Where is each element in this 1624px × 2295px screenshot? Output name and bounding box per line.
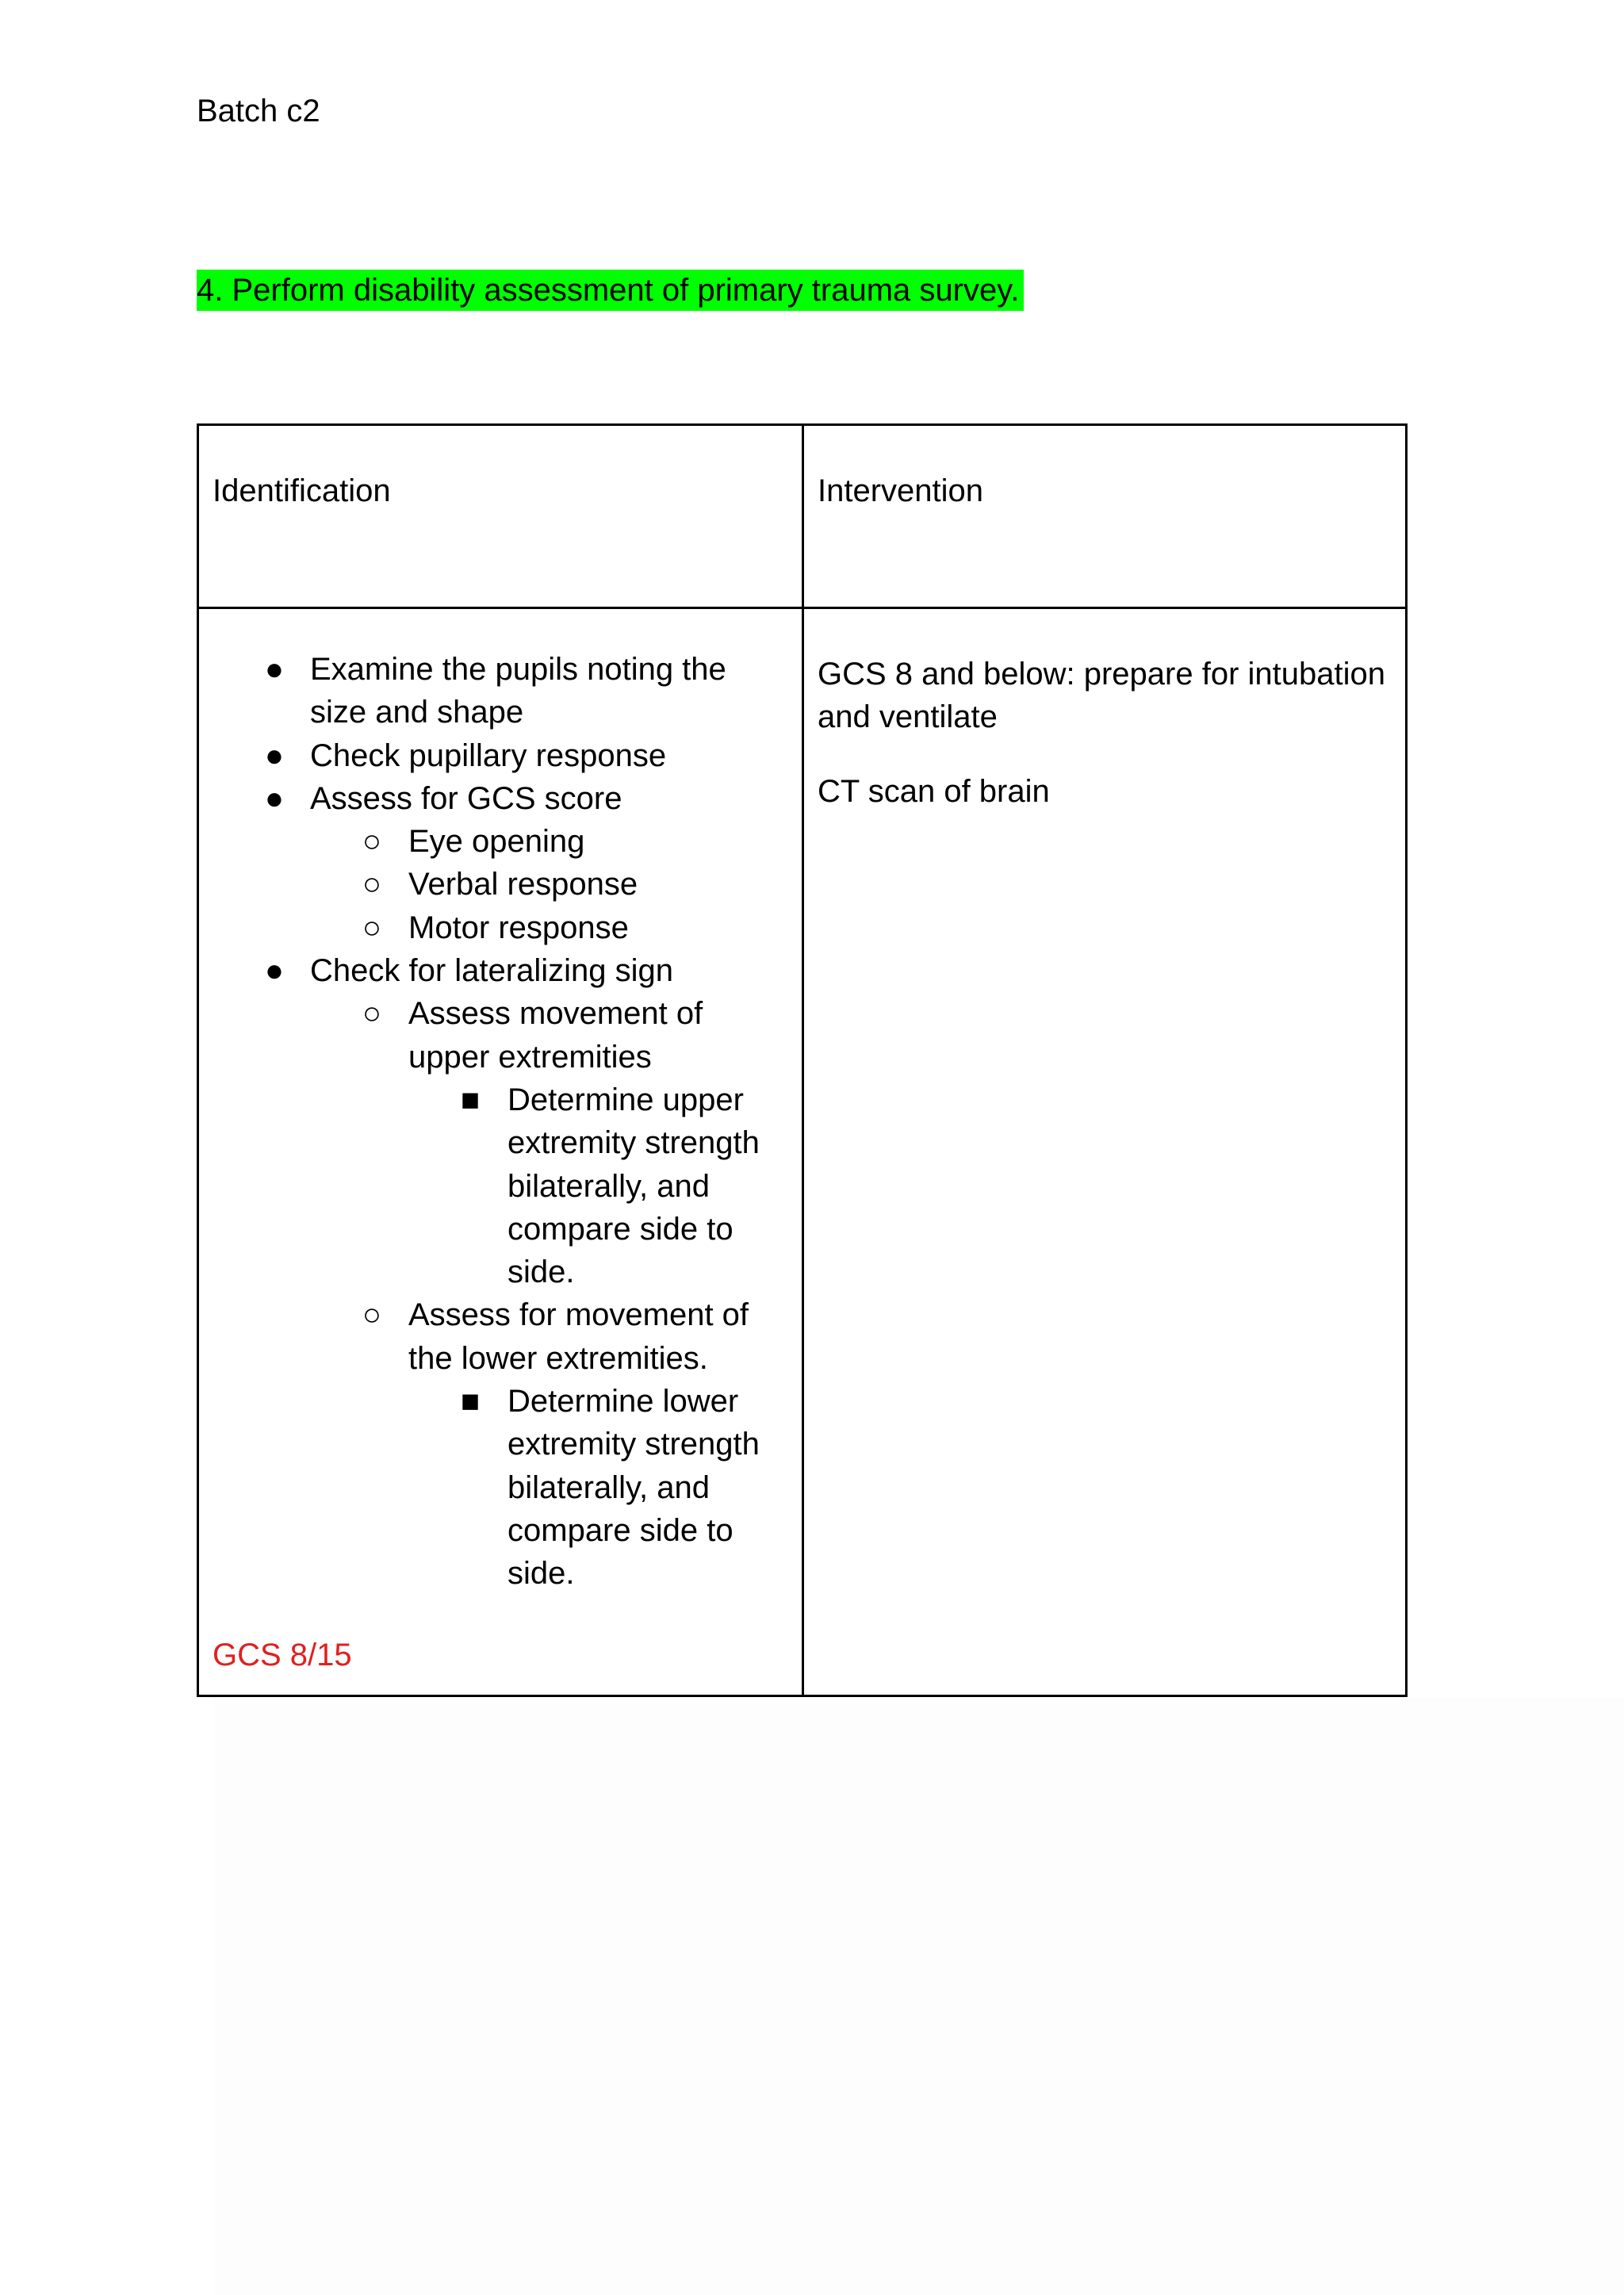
list-item bbox=[199, 992, 765, 1079]
list-item-text: Check for lateralizing sign bbox=[310, 953, 673, 989]
list-item bbox=[199, 820, 765, 863]
list-item bbox=[199, 1380, 761, 1595]
hollow-bullet-icon: ○ bbox=[362, 910, 382, 945]
intervention-cell bbox=[818, 653, 1388, 813]
list-item bbox=[199, 1079, 761, 1293]
list-item bbox=[199, 949, 770, 992]
list-item bbox=[199, 906, 765, 949]
square-bullet-icon: ■ bbox=[460, 1082, 481, 1117]
list-item-text: Eye opening bbox=[408, 824, 585, 860]
section-heading: 4. Perform disability assessment of primary trauma survey. bbox=[197, 270, 1024, 311]
square-bullet-icon: ■ bbox=[460, 1384, 481, 1420]
list-item-text: Check pupillary response bbox=[310, 738, 667, 773]
bullet-icon: ● bbox=[264, 652, 285, 687]
hollow-bullet-icon: ○ bbox=[362, 824, 382, 860]
bullet-icon: ● bbox=[264, 738, 285, 773]
list-item bbox=[199, 734, 770, 777]
list-item bbox=[199, 777, 770, 820]
list-item bbox=[199, 863, 765, 906]
column-header-intervention: Intervention bbox=[818, 473, 984, 508]
batch-label: Batch c2 bbox=[197, 94, 320, 128]
list-item-text: Determine upper extremity strength bilaterally, and compare side to side. bbox=[508, 1082, 760, 1290]
column-divider bbox=[802, 426, 804, 1695]
list-item bbox=[199, 648, 770, 734]
list-item-text: Determine lower extremity strength bilaterally, and compare side to side. bbox=[508, 1384, 760, 1592]
column-header-identification: Identification bbox=[213, 473, 391, 508]
assessment-table bbox=[197, 423, 1408, 1697]
list-item-text: Assess for GCS score bbox=[310, 780, 622, 816]
list-item-text: Verbal response bbox=[408, 867, 638, 902]
page-background-shade bbox=[214, 1697, 1624, 2295]
hollow-bullet-icon: ○ bbox=[362, 867, 382, 902]
bullet-icon: ● bbox=[264, 953, 285, 989]
intervention-item: GCS 8 and below: prepare for intubation and ventilate bbox=[818, 657, 1385, 734]
list-item-text: Assess movement of upper extremities bbox=[408, 996, 703, 1075]
list-item-text: Assess for movement of the lower extremities. bbox=[408, 1297, 749, 1376]
identification-list bbox=[199, 648, 802, 1596]
list-item-text: Examine the pupils noting the size and shape bbox=[310, 652, 726, 730]
bullet-icon: ● bbox=[264, 780, 285, 816]
gcs-result: GCS 8/15 bbox=[213, 1638, 352, 1672]
header-divider bbox=[199, 607, 1405, 609]
intervention-item: CT scan of brain bbox=[818, 774, 1050, 809]
hollow-bullet-icon: ○ bbox=[362, 1297, 382, 1333]
hollow-bullet-icon: ○ bbox=[362, 996, 382, 1032]
list-item-text: Motor response bbox=[408, 910, 629, 945]
list-item bbox=[199, 1293, 765, 1380]
